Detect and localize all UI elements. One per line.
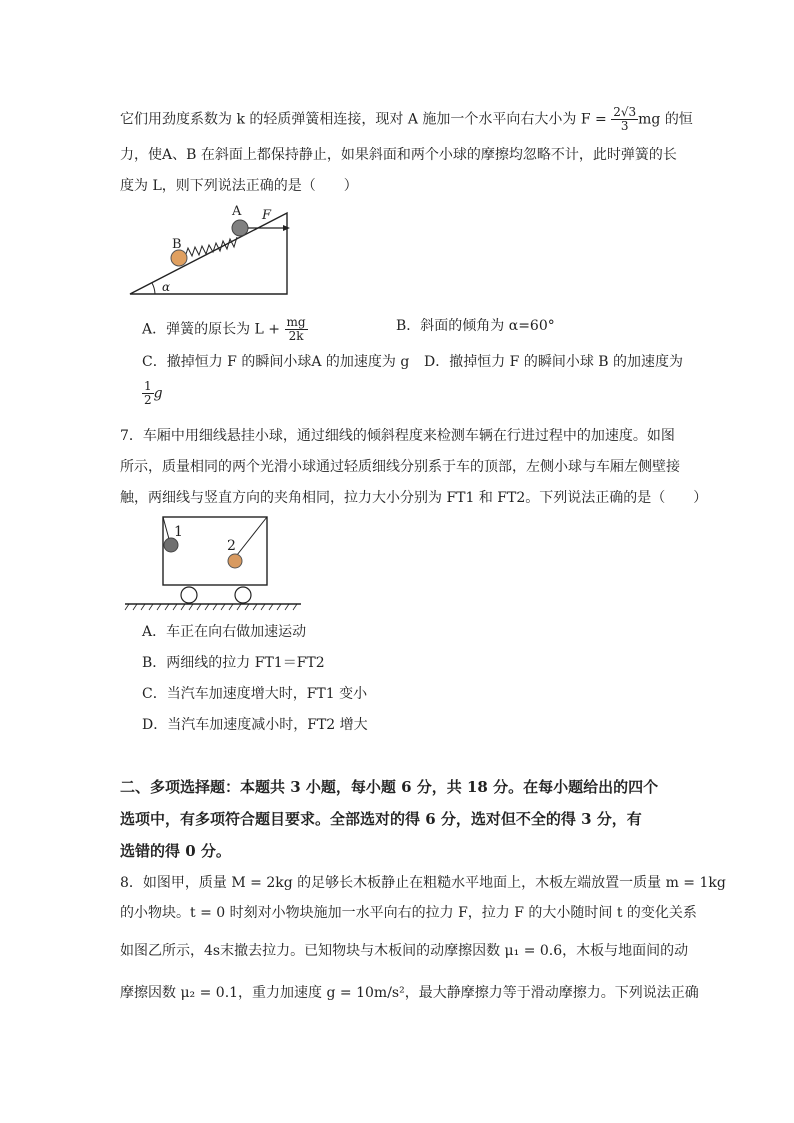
string-2 [237, 517, 267, 555]
q7-option-d[interactable]: D．当汽车加速度减小时，FT2 增大 [142, 717, 368, 733]
wheel-right [235, 587, 251, 603]
q6-line-1b: mg 的恒 [638, 111, 693, 128]
q6-option-d[interactable]: D．撤掉恒力 F 的瞬间小球 B 的加速度为 [424, 354, 684, 370]
ground-hatch [125, 604, 297, 610]
option-a-fraction [285, 316, 308, 343]
option-d-g: g [153, 385, 163, 402]
q6-option-d-value [142, 380, 163, 407]
label-f: F [262, 208, 272, 223]
q7-line-2: 所示，质量相同的两个光滑小球通过轻质细线分别系于车的顶部，左侧小球与车厢左侧壁接 [120, 459, 680, 475]
q6-option-c[interactable]: C．撤掉恒力 F 的瞬间小球A 的加速度为 g [142, 354, 410, 370]
q7-option-a[interactable]: A．车正在向右做加速运动 [142, 624, 307, 640]
q6-line-3: 度为 L，则下列说法正确的是（ ） [120, 178, 358, 194]
q7-line-3: 触，两细线与竖直方向的夹角相同，拉力大小分别为 FT1 和 FT2。下列说法正确的是（ ） [120, 490, 708, 506]
label-ball-1: 1 [174, 524, 183, 540]
angle-arc [152, 283, 155, 294]
q8-line-2: 的小物块。t = 0 时刻对小物块施加一水平向右的拉力 F，拉力 F 的大小随时间 t 的变化关系 [120, 905, 697, 921]
q7-option-c[interactable]: C．当汽车加速度增大时，FT1 变小 [142, 686, 368, 702]
wheel-left [181, 587, 197, 603]
incline-figure [125, 205, 305, 300]
q8-line-1: 8．如图甲，质量 M = 2kg 的足够长木板静止在粗糙水平地面上，木板左端放置一质量 m = 1kg [120, 875, 726, 891]
string-1 [163, 517, 169, 539]
cart-figure [125, 515, 305, 615]
option-a-den: 2k [288, 329, 304, 343]
label-ball-2: 2 [227, 538, 236, 554]
force-fraction-den: 3 [620, 119, 629, 133]
option-a-num: mg [286, 315, 306, 329]
q6-option-a[interactable] [142, 316, 308, 343]
label-b: B [172, 237, 182, 252]
q6-option-b[interactable]: B．斜面的倾角为 α=60° [396, 318, 555, 334]
spring [185, 237, 237, 257]
q8-line-3: 如图乙所示，4s末撤去拉力。已知物块与木板间的动摩擦因数 μ₁ = 0.6，木板与地面间的动 [120, 943, 689, 959]
force-fraction [611, 106, 638, 133]
section-2-line-1: 二、多项选择题：本题共 3 小题，每小题 6 分，共 18 分。在每小题给出的四个 [120, 778, 659, 796]
label-alpha: α [162, 280, 171, 294]
q7-option-b[interactable]: B．两细线的拉力 FT1＝FT2 [142, 655, 325, 671]
label-a: A [232, 204, 242, 219]
q8-line-4: 摩擦因数 μ₂ = 0.1，重力加速度 g = 10m/s²，最大静摩擦力等于滑动摩擦力。下列说法正确 [120, 985, 699, 1001]
option-d-fraction [142, 380, 154, 407]
section-2-line-3: 选错的得 0 分。 [120, 842, 231, 860]
q7-line-1: 7．车厢中用细线悬挂小球，通过细线的倾斜程度来检测车辆在行进过程中的加速度。如图 [120, 428, 675, 444]
section-2-line-2: 选项中，有多项符合题目要求。全部选对的得 6 分，选对但不全的得 3 分，有 [120, 810, 642, 828]
q6-option-a-text: A．弹簧的原长为 L + [142, 321, 285, 338]
ball-2 [228, 554, 242, 568]
force-fraction-num: 2√3 [613, 105, 637, 119]
q6-line-1a: 它们用劲度系数为 k 的轻质弹簧相连接，现对 A 施加一个水平向右大小为 F = [120, 111, 612, 128]
q6-line-1 [120, 106, 693, 133]
option-d-num: 1 [144, 379, 152, 393]
ball-a [232, 220, 248, 236]
option-d-den: 2 [144, 393, 152, 407]
q6-line-2: 力，使A、B 在斜面上都保持静止，如果斜面和两个小球的摩擦均忽略不计，此时弹簧的长 [120, 147, 677, 163]
